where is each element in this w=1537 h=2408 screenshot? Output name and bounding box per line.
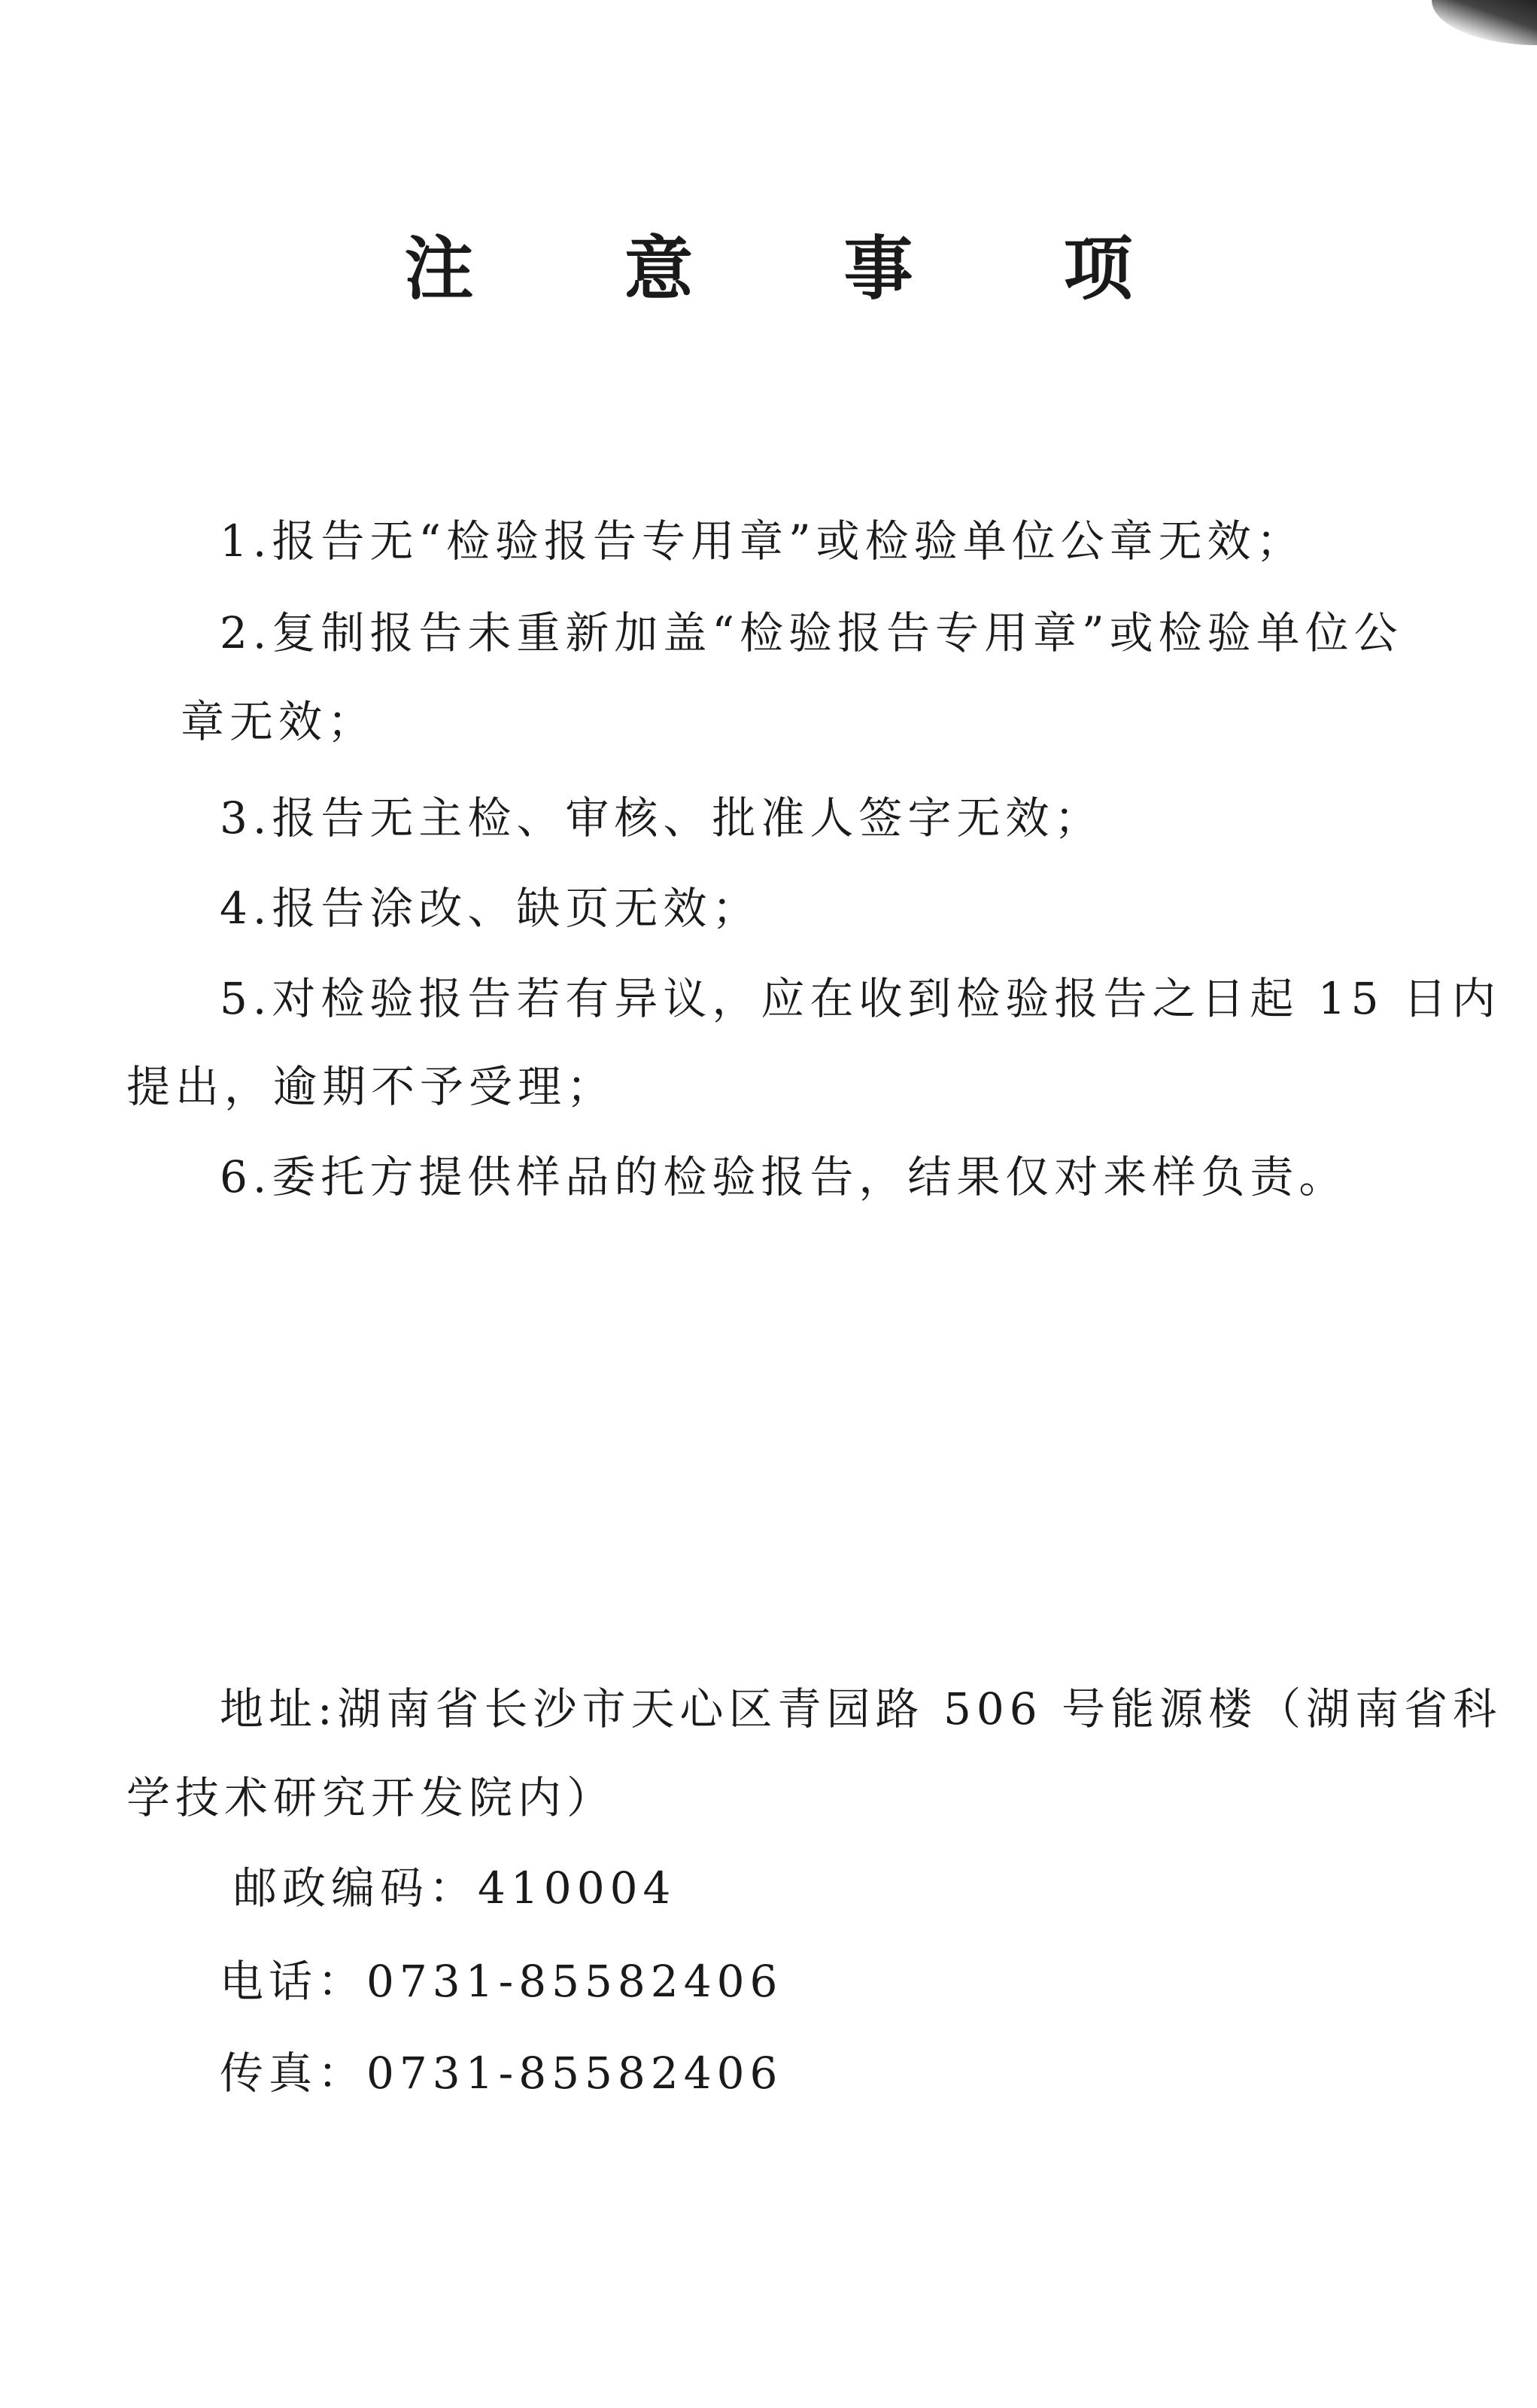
page-title: 注 意 事 项 [404,229,1196,309]
notice-item-2-line-1: 2.复制报告未重新加盖“检验报告专用章”或检验单位公 [220,607,1403,658]
notice-item-4: 4.报告涂改、缺页无效； [220,883,761,934]
scan-corner-shadow [1432,0,1537,45]
address-line-2: 学技术研究开发院内） [126,1772,616,1823]
notice-item-3: 3.报告无主检、审核、批准人签字无效； [220,792,1104,844]
fax-number: 传真：0731-85582406 [220,2048,783,2099]
phone-number: 电话：0731-85582406 [220,1956,783,2007]
address-line-1: 地址:湖南省长沙市天心区青园路 506 号能源楼（湖南省科 [220,1683,1502,1735]
notice-item-5-line-2: 提出，逾期不予受理； [126,1061,616,1112]
notice-item-2-line-2: 章无效； [181,696,377,747]
notice-item-1: 1.报告无“检验报告专用章”或检验单位公章无效； [220,515,1305,567]
notice-item-5-line-1: 5.对检验报告若有异议，应在收到检验报告之日起 15 日内 [220,973,1502,1024]
postcode: 邮政编码：410004 [233,1862,676,1914]
notice-item-6: 6.委托方提供样品的检验报告，结果仅对来样负责。 [220,1151,1348,1202]
